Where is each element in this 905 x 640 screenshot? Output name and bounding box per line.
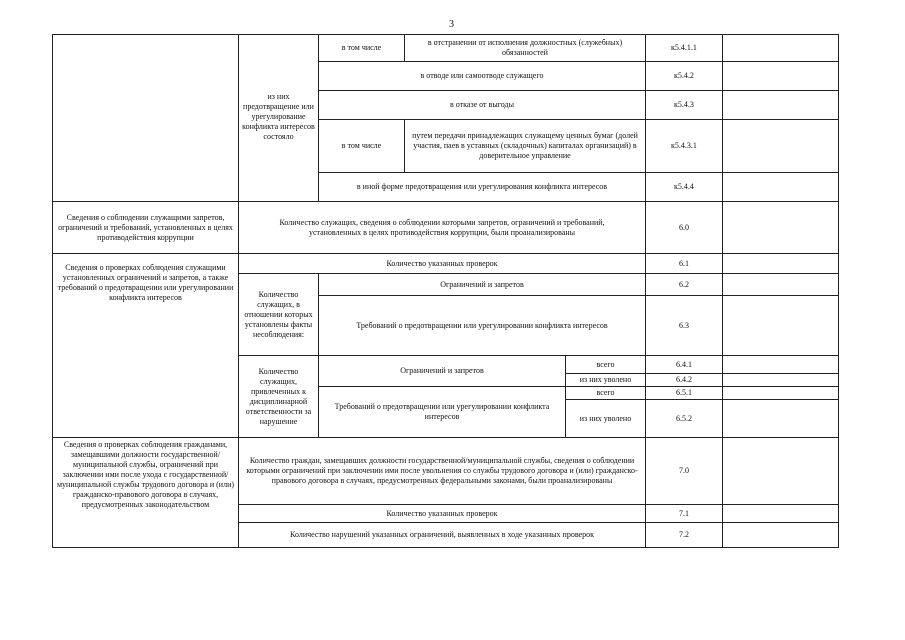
s5-group-label: из них предотвращение или урегулирование конфликта интересов состояло [242,92,315,141]
s6-liability-label: Количество служащих, привлеченных к дисциплинарной ответственности за нарушение [245,366,312,426]
s6-liability1-total-label: всего [596,359,615,369]
s7-row3-text: Количество нарушений указанных ограничений, выявленных в ходе указанных проверок [290,530,594,539]
s5-row2-text: в отводе или самоотводе служащего [420,71,544,80]
s6-violation1-code: 6.2 [679,279,689,289]
s6-liability1-dismissed-label: из них уволено [579,375,632,384]
s6-liability2-text: Требований о предотвращении или урегулировании конфликта интересов [334,402,550,421]
s7-title: Сведения о проверках соблюдения гражданами, замещавшими должности государственной/муниципальной службы, ограничений при заключении ими после ухода с государственной/муниципальной службы трудового договора и (или) гражданско-правового договора в случаях, предусмотренных законодательством [56,440,235,509]
s6-checks-code: 6.1 [679,258,689,268]
s6-liability2-total-label: всего [596,388,615,397]
s7-row1-text: Количество граждан, замещавших должности государственной/муниципальной службы, сведения о соблюдении которыми ограничений при заключении ими после увольнения со службы трудового договора и (или) гражданско-правового договора в случаях, предусмотренных федеральными законами, были проанализированы [246,456,638,485]
s5-row4-text: путем передачи принадлежащих служащему ценных бумаг (долей участия, паев в уставных (складочных) капиталах организаций) в доверительное управление [412,131,638,160]
divider [722,34,723,548]
page-number: 3 [449,19,454,30]
s7-row2-code: 7.1 [679,508,689,518]
s5-row3-text: в отказе от выгоды [449,100,515,109]
s5-row1-text: в отстранении от исполнения должностных (служебных) обязанностей [427,38,623,57]
table-border-bottom [52,547,839,548]
s6-liability1-text: Ограничений и запретов [400,366,484,375]
s6-0-code: 6.0 [679,222,689,232]
s6-liability2-dismissed-code: 6.5.2 [676,413,692,423]
s5-row2-code: к5.4.2 [674,71,694,80]
s6-liability2-dismissed-label: из них уволено [579,413,632,423]
s6-liability1-total-code: 6.4.1 [676,359,692,369]
s5-row4-qualifier: в том числе [341,141,382,150]
s6-liability1-dismissed-code: 6.4.2 [676,375,692,384]
s6-violation2-code: 6.3 [679,320,689,330]
s5-row1-qualifier: в том числе [341,43,382,52]
s7-row2-text: Количество указанных проверок [386,508,498,518]
s7-row3-code: 7.2 [679,530,689,539]
s5-row5-code: к5.4.4 [674,182,694,191]
s6-violation1-text: Ограничений и запретов [440,279,524,289]
s6-0-title: Сведения о соблюдении служащими запретов, ограничений и требований, установленных в целях противодействия коррупции [58,212,233,242]
s6-violations-label: Количество служащих, в отношении которых установлены факты несоблюдения: [244,289,313,339]
s6-violation2-text: Требований о предотвращении или урегулировании конфликта интересов [356,320,608,330]
s5-row1-code: к5.4.1.1 [671,43,697,52]
s7-row1-code: 7.0 [679,466,689,475]
s5-row3-code: к5.4.3 [674,100,694,109]
s5-row5-text: в иной форме предотвращения или урегулирования конфликта интересов [356,182,608,191]
s6-title: Сведения о проверках соблюдения служащими установленных ограничений и запретов, а также требований о предотвращении или урегулировании конфликта интересов [57,263,234,302]
table-border-right [838,34,839,548]
s6-0-text: Количество служащих, сведения о соблюдении которыми запретов, ограничений и требований, установленных в целях противодействия коррупции, были проанализированы [279,217,605,237]
s6-checks-text: Количество указанных проверок [386,258,498,268]
s6-liability2-total-code: 6.5.1 [676,388,692,397]
s5-row4-code: к5.4.3.1 [671,141,697,150]
